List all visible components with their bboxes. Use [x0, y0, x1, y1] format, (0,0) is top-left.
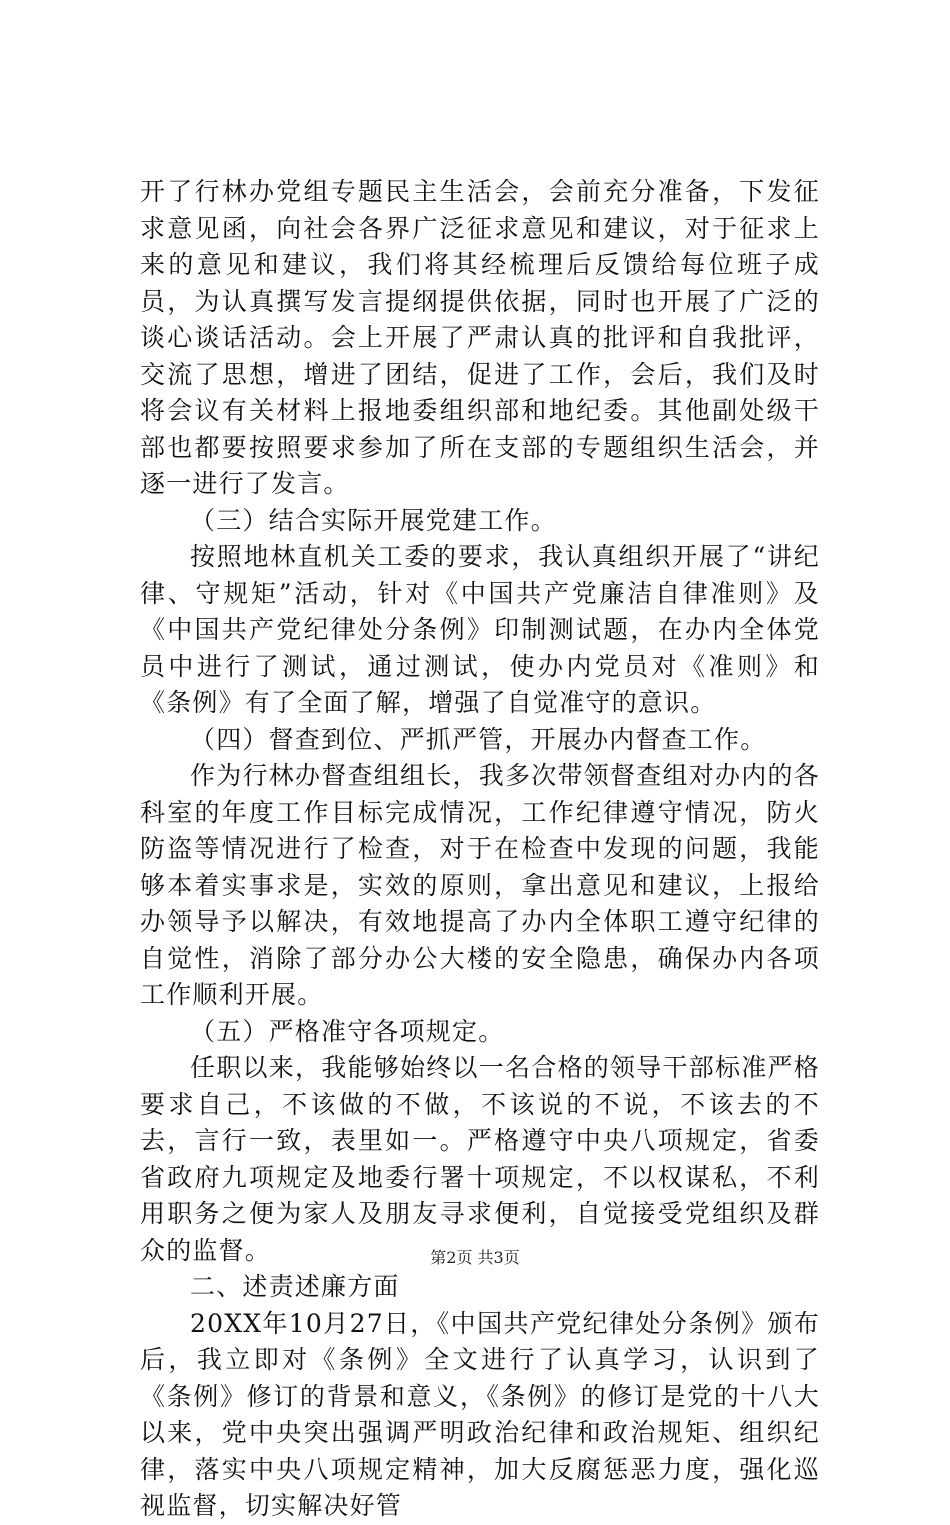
section-heading-4: （四）督查到位、严抓严管，开展办内督查工作。 — [190, 724, 767, 754]
paragraph: 任职以来，我能够始终以一名合格的领导干部标准严格要求自己，不该做的不做，不该说的不说，不该去的不去，言行一致，表里如一。严格遵守中央八项规定，省委省政府九项规定及地委行署十项规定，不以权谋私，不利用职务之便为家人及朋友寻求便利，自觉接受党组织及群众的监督。 — [140, 1053, 820, 1265]
page-number: 第2页 共3页 — [430, 1248, 520, 1267]
section-heading-3: （三）结合实际开展党建工作。 — [190, 505, 557, 535]
paragraph: 20XX年10月27日，《中国共产党纪律处分条例》颁布后，我立即对《条例》全文进行了认真学习，认识到了《条例》修订的背景和意义，《条例》的修订是党的十八大以来，党中央突出强调严明政治纪律和政治规矩、组织纪律，落实中央八项规定精神，加大反腐惩恶力度，强化巡视监督，切实解决好管 — [140, 1308, 820, 1520]
paragraph-continuation: 开了行林办党组专题民主生活会，会前充分准备，下发征求意见函，向社会各界广泛征求意见和建议，对于征求上来的意见和建议，我们将其经梳理后反馈给每位班子成员，为认真撰写发言提纲提供依据，同时也开展了广泛的谈心谈话活动。会上开展了严肃认真的批评和自我批评，交流了思想，增进了团结，促进了工作，会后，我们及时将会议有关材料上报地委组织部和地纪委。其他副处级干部也都要按照要求参加了所在支部的专题组织生活会，并逐一进行了发言。 — [140, 177, 820, 498]
paragraph: 作为行林办督查组组长，我多次带领督查组对办内的各科室的年度工作目标完成情况，工作纪律遵守情况，防火防盗等情况进行了检查，对于在检查中发现的问题，我能够本着实事求是，实效的原则，拿出意见和建议，上报给办领导予以解决，有效地提高了办内全体职工遵守纪律的自觉性，消除了部分办公大楼的安全隐患，确保办内各项工作顺利开展。 — [140, 761, 820, 1009]
section-heading-5: （五）严格准守各项规定。 — [190, 1016, 505, 1046]
section-heading-part-2: 二、述责述廉方面 — [190, 1272, 400, 1301]
document-body — [140, 174, 820, 1525]
paragraph: 按照地林直机关工委的要求，我认真组织开展了“讲纪律、守规矩”活动，针对《中国共产党廉洁自律准则》及《中国共产党纪律处分条例》印制测试题，在办内全体党员中进行了测试，通过测试，使办内党员对《准则》和《条例》有了全面了解，增强了自觉准守的意识。 — [140, 542, 820, 717]
page-footer — [0, 1245, 950, 1268]
